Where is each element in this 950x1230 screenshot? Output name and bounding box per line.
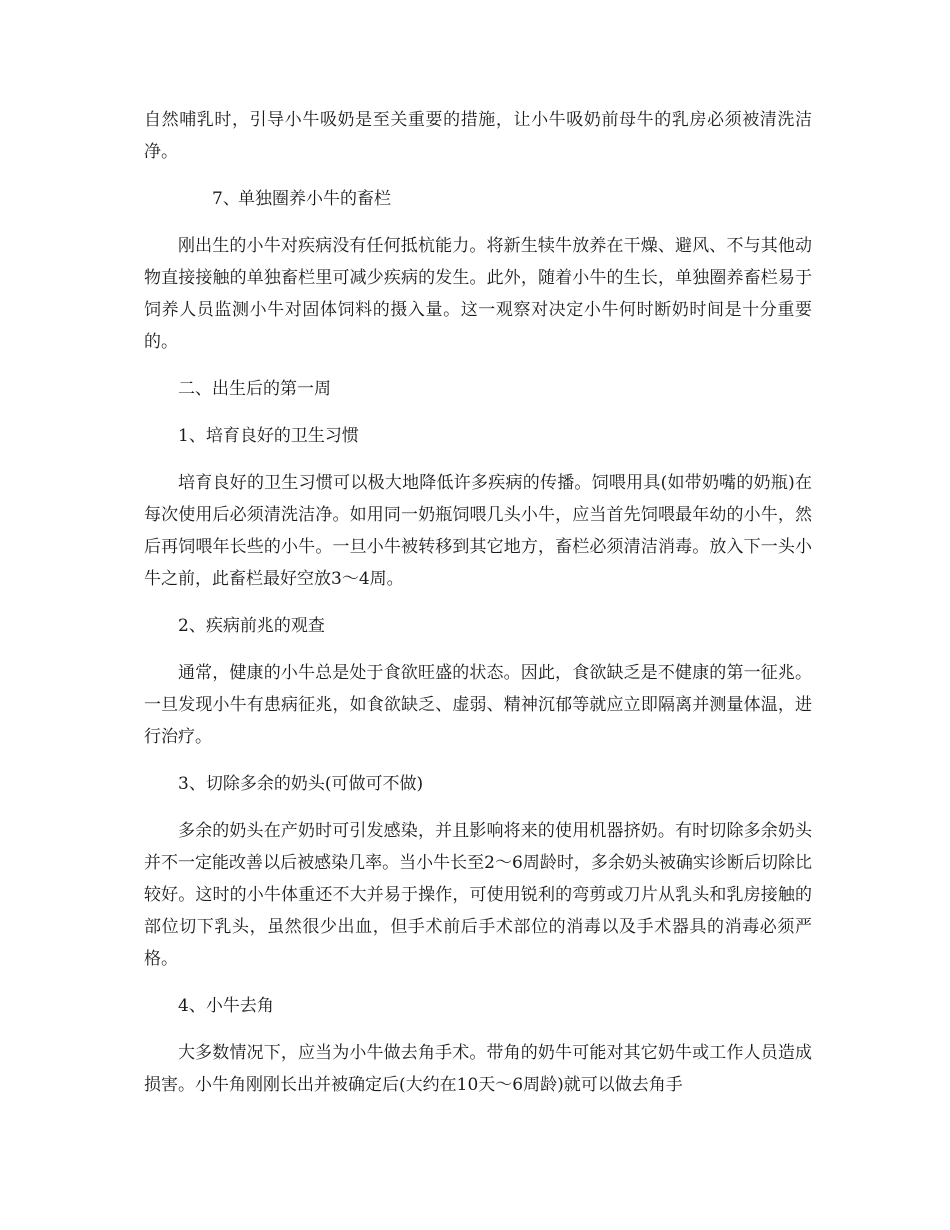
heading-number: 7、 [212, 189, 240, 209]
paragraph: 大多数情况下，应当为小牛做去角手术。带角的奶牛可能对其它奶牛或工作人员造成损害。小牛角刚刚长出并被确定后(大约在10天～6周龄)就可以做去角手 [144, 1043, 812, 1095]
paragraph: 培育良好的卫生习惯可以极大地降低许多疾病的传播。饲喂用具(如带奶嘴的奶瓶)在每次使用后必须清洗洁净。如用同一奶瓶饲喂几头小牛，应当首先饲喂最年幼的小牛，然后再饲喂年长些的小牛。一旦小牛被转移到其它地方，畜栏必须清洁消毒。放入下一头小牛之前，此畜栏最好空放3～4周。 [144, 473, 812, 589]
heading-text: 单独圈养小牛的畜栏 [238, 189, 391, 209]
section-heading-extra-teats: 3、切除多余的奶头(可做可不做) [178, 774, 424, 794]
paragraph-continued: 自然哺乳时，引导小牛吸奶是至关重要的措施，让小牛吸奶前母牛的乳房必须被清洗洁净。 [144, 110, 812, 162]
section-heading-7 [144, 183, 812, 215]
paragraph: 刚出生的小牛对疾病没有任何抵杭能力。将新生犊牛放养在干燥、避风、不与其他动物直接接触的单独畜栏里可减少疾病的发生。此外，随着小牛的生长，单独圈养畜栏易于饲养人员监测小牛对固体饲料的摄入量。这一观察对决定小牛何时断奶时间是十分重要的。 [144, 236, 812, 352]
paragraph: 通常，健康的小牛总是处于食欲旺盛的状态。因此，食欲缺乏是不健康的第一征兆。一旦发现小牛有患病征兆，如食欲缺乏、虚弱、精神沉郁等就应立即隔离并测量体温，进行治疗。 [144, 663, 812, 747]
section-heading-dehorning: 4、小牛去角 [178, 996, 274, 1016]
document-page [144, 104, 812, 1116]
section-heading-disease-signs: 2、疾病前兆的观查 [178, 616, 325, 636]
section-heading-hygiene: 1、培育良好的卫生习惯 [178, 426, 359, 446]
chapter-heading-first-week: 二、出生后的第一周 [178, 379, 331, 399]
paragraph: 多余的奶头在产奶时可引发感染，并且影响将来的使用机器挤奶。有时切除多余奶头并不一定能改善以后被感染几率。当小牛长至2～6周龄时，多余奶头被确实诊断后切除比较好。这时的小牛体重还不大并易于操作，可使用锐利的弯剪或刀片从乳头和乳房接触的部位切下乳头，虽然很少出血，但手术前后手术部位的消毒以及手术器具的消毒必须严格。 [144, 821, 812, 969]
